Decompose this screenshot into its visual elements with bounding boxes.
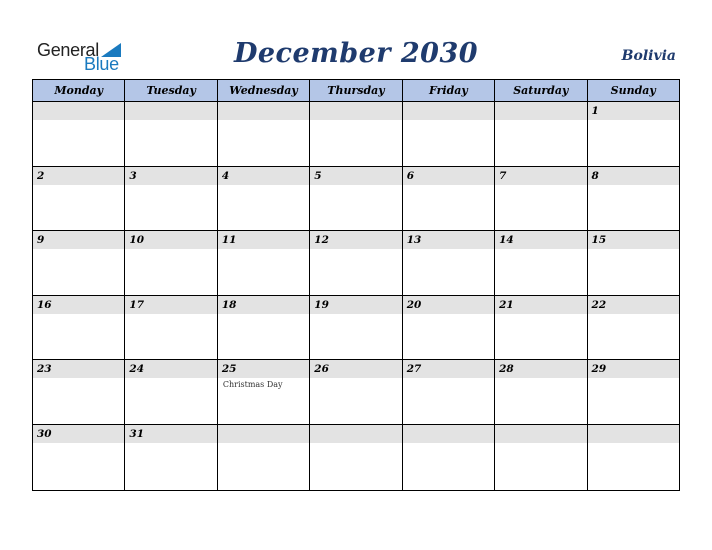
day-cell [125, 296, 217, 360]
day-cell [310, 360, 402, 424]
weekday-sunday: Sunday [610, 84, 656, 97]
day-cell [125, 360, 217, 424]
weekday-header [33, 80, 679, 102]
day-cell [218, 360, 310, 424]
day-cell [218, 102, 310, 166]
day-number: 22 [591, 298, 607, 311]
day-number: 3 [129, 169, 137, 182]
day-cell [495, 167, 587, 231]
day-number-band [33, 102, 124, 120]
day-number: 11 [221, 234, 237, 247]
day-number-band [495, 167, 586, 185]
day-number-band [403, 102, 494, 120]
day-number: 25 [221, 363, 237, 376]
day-number-band [588, 167, 679, 185]
day-number: 8 [591, 169, 599, 182]
day-cell [403, 296, 495, 360]
day-number: 4 [221, 169, 230, 182]
day-number-band [310, 102, 401, 120]
day-cell [33, 425, 125, 490]
day-cell [33, 296, 125, 360]
day-cell [218, 167, 310, 231]
day-number: 5 [314, 169, 322, 182]
day-cell [403, 231, 495, 295]
day-number: 17 [129, 298, 145, 311]
logo-blue-text: Blue [84, 54, 119, 74]
day-cell [403, 102, 495, 166]
day-number: 19 [314, 298, 329, 311]
day-number-band [33, 167, 124, 185]
day-number: 18 [221, 298, 237, 311]
day-number: 10 [129, 234, 145, 247]
day-cell [218, 231, 310, 295]
weekday-friday: Friday [403, 80, 495, 101]
holiday-label: Christmas Day [222, 380, 283, 390]
day-cell [125, 231, 217, 295]
day-number: 6 [406, 169, 414, 182]
week-row [33, 360, 679, 425]
day-cell [33, 231, 125, 295]
day-cell [495, 425, 587, 490]
day-cell [125, 425, 217, 490]
week-row [33, 296, 679, 361]
day-number: 23 [37, 363, 52, 376]
weekday-thursday: Thursday [310, 80, 402, 101]
day-cell [125, 102, 217, 166]
day-cell [33, 360, 125, 424]
day-cell [588, 167, 679, 231]
weekday-wednesday: Wednesday [218, 80, 310, 101]
day-number-band [310, 425, 401, 443]
day-number: 12 [314, 234, 329, 247]
page-title: December 2030 [233, 38, 479, 69]
day-cell [218, 296, 310, 360]
day-cell [588, 360, 679, 424]
day-cell [310, 231, 402, 295]
day-cell [403, 425, 495, 490]
day-number-band [218, 167, 309, 185]
day-number: 24 [129, 363, 145, 376]
day-number: 9 [37, 234, 45, 247]
weekday-monday: Monday [33, 80, 125, 101]
day-number: 13 [406, 234, 422, 247]
day-cell [588, 231, 679, 295]
day-cell [125, 167, 217, 231]
day-cell [310, 102, 402, 166]
day-number: 7 [499, 169, 507, 182]
day-number: 16 [37, 298, 52, 311]
day-number-band [495, 425, 586, 443]
day-cell [310, 425, 402, 490]
day-cell [310, 167, 402, 231]
day-number: 30 [37, 427, 52, 440]
week-row [33, 102, 679, 167]
day-number-band [495, 102, 586, 120]
logo-general-text: General [37, 40, 99, 60]
day-number-band [588, 102, 679, 120]
day-number-band [310, 167, 401, 185]
week-row [33, 167, 679, 232]
day-number-band [218, 102, 309, 120]
day-number: 1 [591, 105, 599, 117]
day-number: 20 [406, 298, 422, 311]
day-number: 26 [314, 363, 329, 376]
country-label: Bolivia [621, 48, 676, 64]
calendar-grid [32, 79, 680, 491]
day-cell [403, 360, 495, 424]
week-row [33, 425, 679, 490]
day-cell [588, 296, 679, 360]
day-number: 14 [499, 234, 514, 247]
day-number: 27 [406, 363, 422, 376]
day-number: 29 [591, 363, 607, 376]
weekday-saturday: Saturday [495, 80, 587, 101]
day-cell [403, 167, 495, 231]
day-number-band [125, 102, 216, 120]
day-cell [495, 231, 587, 295]
day-number-band [33, 231, 124, 249]
day-cell [218, 425, 310, 490]
day-number-band [588, 425, 679, 443]
day-cell [495, 102, 587, 166]
day-cell [588, 102, 679, 166]
day-number-band [403, 425, 494, 443]
day-number: 28 [499, 363, 514, 376]
weekday-tuesday: Tuesday [125, 80, 217, 101]
day-cell [495, 360, 587, 424]
day-number: 15 [591, 234, 607, 247]
day-number: 21 [499, 298, 514, 311]
day-number: 31 [129, 427, 145, 440]
day-number-band [218, 425, 309, 443]
day-number: 2 [37, 169, 45, 182]
week-row [33, 231, 679, 296]
day-cell [310, 296, 402, 360]
day-cell [495, 296, 587, 360]
day-number-band [125, 167, 216, 185]
day-number-band [403, 167, 494, 185]
day-cell [33, 167, 125, 231]
day-cell [33, 102, 125, 166]
day-cell [588, 425, 679, 490]
